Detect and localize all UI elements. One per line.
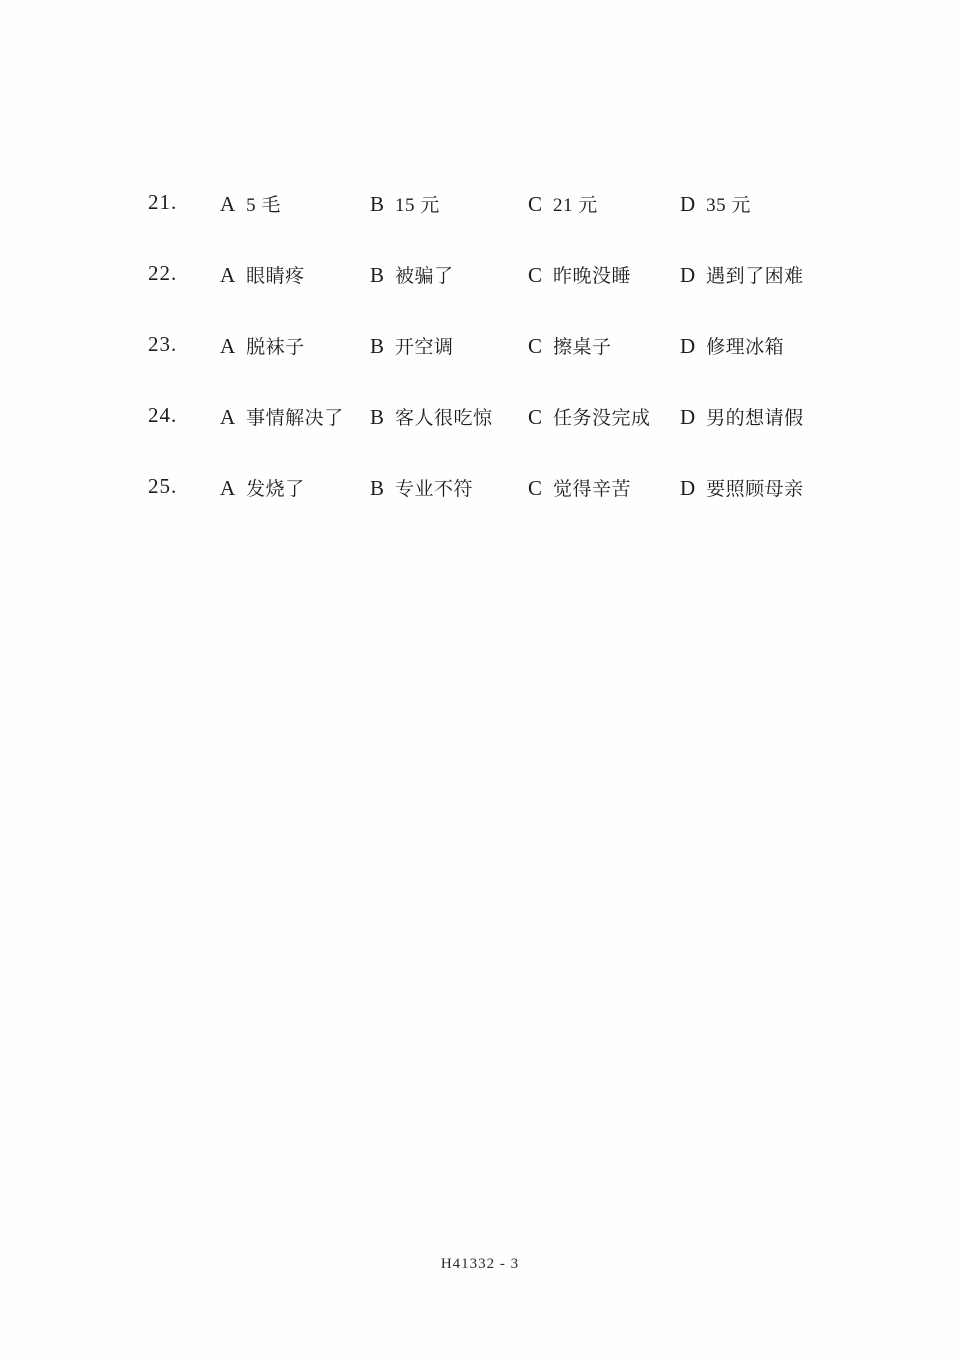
question-option-d	[680, 261, 804, 288]
question-option-b	[370, 190, 440, 217]
question-option-a	[220, 261, 305, 288]
question-option-d	[680, 403, 804, 430]
option-letter: B	[370, 263, 385, 287]
question-option-c	[528, 332, 612, 359]
question-row	[0, 332, 960, 362]
question-number: 25.	[148, 474, 178, 498]
option-letter: A	[220, 263, 236, 287]
question-row	[0, 261, 960, 291]
option-letter: A	[220, 405, 236, 429]
option-letter: A	[220, 334, 236, 358]
option-text: 5 毛	[246, 195, 281, 216]
option-text: 专业不符	[395, 479, 474, 500]
option-text: 男的想请假	[706, 408, 804, 429]
question-option-d	[680, 332, 784, 359]
option-text: 任务没完成	[553, 408, 651, 429]
question-option-c	[528, 261, 631, 288]
option-text: 客人很吃惊	[395, 408, 493, 429]
option-text: 发烧了	[246, 479, 305, 500]
option-letter: C	[528, 476, 543, 500]
question-option-a	[220, 190, 281, 217]
option-text: 15 元	[395, 195, 440, 216]
option-text: 昨晚没睡	[553, 266, 632, 287]
question-option-d	[680, 474, 804, 501]
option-letter: D	[680, 405, 696, 429]
question-option-a	[220, 403, 344, 430]
question-number: 22.	[148, 261, 178, 285]
question-number: 21.	[148, 190, 178, 214]
option-letter: B	[370, 476, 385, 500]
question-option-c	[528, 474, 631, 501]
question-option-b	[370, 332, 454, 359]
question-option-b	[370, 261, 454, 288]
option-letter: D	[680, 476, 696, 500]
option-text: 21 元	[553, 195, 598, 216]
option-letter: B	[370, 334, 385, 358]
question-option-b	[370, 474, 473, 501]
option-text: 觉得辛苦	[553, 479, 632, 500]
question-option-a	[220, 474, 305, 501]
option-text: 事情解决了	[246, 408, 344, 429]
option-letter: C	[528, 263, 543, 287]
option-letter: B	[370, 405, 385, 429]
option-text: 要照顾母亲	[706, 479, 804, 500]
question-option-b	[370, 403, 493, 430]
option-text: 被骗了	[395, 266, 454, 287]
option-letter: C	[528, 334, 543, 358]
option-text: 遇到了困难	[706, 266, 804, 287]
option-letter: D	[680, 192, 696, 216]
page-footer: H41332 - 3	[440, 1256, 520, 1272]
question-number: 23.	[148, 332, 178, 356]
question-option-c	[528, 403, 651, 430]
option-text: 眼睛疼	[246, 266, 305, 287]
question-option-c	[528, 190, 598, 217]
option-text: 脱袜子	[246, 337, 305, 358]
question-option-d	[680, 190, 751, 217]
option-text: 35 元	[706, 195, 751, 216]
option-text: 修理冰箱	[706, 337, 785, 358]
option-letter: A	[220, 476, 236, 500]
option-letter: A	[220, 192, 236, 216]
option-letter: C	[528, 192, 543, 216]
question-number: 24.	[148, 403, 178, 427]
question-row	[0, 474, 960, 504]
option-letter: D	[680, 334, 696, 358]
question-row	[0, 190, 960, 220]
option-letter: D	[680, 263, 696, 287]
question-option-a	[220, 332, 305, 359]
option-letter: B	[370, 192, 385, 216]
question-row	[0, 403, 960, 433]
option-text: 擦桌子	[553, 337, 612, 358]
option-letter: C	[528, 405, 543, 429]
option-text: 开空调	[395, 337, 454, 358]
